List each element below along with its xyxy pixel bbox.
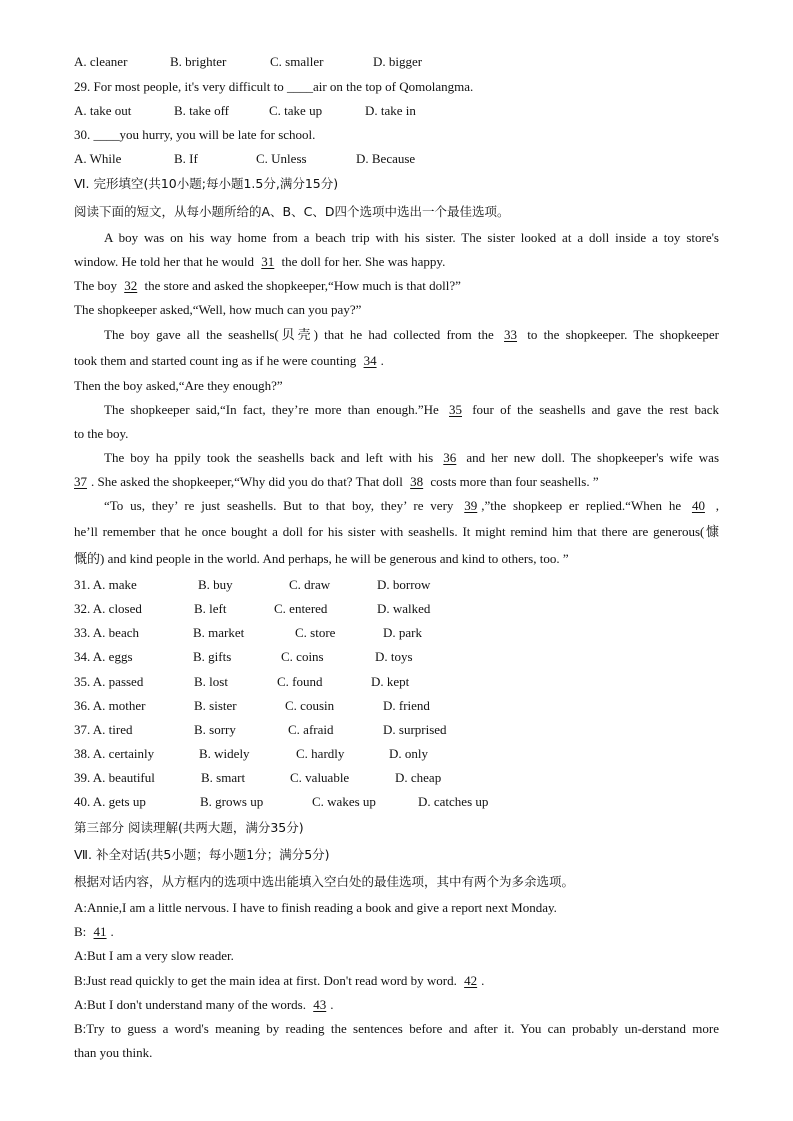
question-40-option-b[interactable]: B. grows up [200, 794, 264, 809]
question-31-option-d[interactable]: D. borrow [377, 577, 431, 592]
q29-option-c[interactable]: C. take up [269, 103, 323, 118]
question-34-option-c[interactable]: C. coins [281, 649, 324, 664]
question-37-option-d[interactable]: D. surprised [383, 722, 447, 737]
passage-p6b: to the boy. [74, 426, 129, 441]
passage-p8c: 慨的) and kind people in the world. And perhaps, he will be generous and kind to others, too. ” [74, 551, 569, 566]
dialogue-line-6b: than you think. [74, 1045, 153, 1060]
passage-p4b: took them and started count ing as if he were counting 34 . [74, 353, 384, 368]
question-40-option-a[interactable]: 40. A. gets up [74, 794, 146, 809]
question-32-option-c[interactable]: C. entered [274, 601, 328, 616]
dialogue-line-1: A:Annie,I am a little nervous. I have to finish reading a book and give a report next Monday. [74, 900, 557, 915]
q30-option-d[interactable]: D. Because [356, 151, 416, 166]
passage-p5: Then the boy asked,“Are they enough?” [74, 378, 283, 393]
question-38-option-b[interactable]: B. widely [199, 746, 250, 761]
question-38-option-c[interactable]: C. hardly [296, 746, 345, 761]
passage-p8a: “To us, they’ re just seashells. But to that boy, they’ re very 39 ,”the shopkeep er replied.“When he 40 , [104, 498, 720, 513]
dialogue-line-2: B: 41 . [74, 924, 114, 939]
blank-41[interactable]: 41 [93, 924, 107, 939]
question-40-option-c[interactable]: C. wakes up [312, 794, 376, 809]
section6-instruction: 阅读下面的短文，从每小题所给的A、B、C、D四个选项中选出一个最佳选项。 [74, 204, 510, 219]
question-34-option-b[interactable]: B. gifts [193, 649, 232, 664]
question-39-option-b[interactable]: B. smart [201, 770, 246, 785]
question-37-option-b[interactable]: B. sorry [194, 722, 236, 737]
blank-31[interactable]: 31 [261, 254, 275, 269]
passage-p1b: window. He told her that he would 31 the doll for her. She was happy. [74, 254, 446, 269]
part3-title: 第三部分 阅读理解(共两大题，满分35分) [74, 820, 304, 835]
question-38-option-d[interactable]: D. only [389, 746, 428, 761]
question-36-option-c[interactable]: C. cousin [285, 698, 335, 713]
question-36-option-a[interactable]: 36. A. mother [74, 698, 146, 713]
dialogue-line-6a: B:Try to guess a word's meaning by reading the sentences before and after it. You can probably un-derstand more [74, 1021, 719, 1036]
q28-option-a[interactable]: A. cleaner [74, 54, 128, 69]
question-37-option-c[interactable]: C. afraid [288, 722, 334, 737]
blank-33[interactable]: 33 [504, 327, 518, 342]
question-31-option-c[interactable]: C. draw [289, 577, 331, 592]
question-34-option-a[interactable]: 34. A. eggs [74, 649, 133, 664]
blank-36[interactable]: 36 [443, 450, 457, 465]
blank-32[interactable]: 32 [124, 278, 138, 293]
question-33-option-c[interactable]: C. store [295, 625, 336, 640]
question-32-option-d[interactable]: D. walked [377, 601, 431, 616]
q29-option-a[interactable]: A. take out [74, 103, 132, 118]
q30-option-c[interactable]: C. Unless [256, 151, 307, 166]
passage-p6a: The shopkeeper said,“In fact, they’re more than enough.”He 35 four of the seashells and gave the rest back [104, 402, 720, 417]
dialogue-line-4: B:Just read quickly to get the main idea at first. Don't read word by word. 42 . [74, 973, 485, 988]
question-33-option-b[interactable]: B. market [193, 625, 245, 640]
section7-title: Ⅶ. 补全对话(共5小题；每小题1分；满分5分) [74, 847, 330, 862]
q28-option-d[interactable]: D. bigger [373, 54, 423, 69]
passage-p4a: The boy gave all the seashells(贝壳) that he had collected from the 33 to the shopkeeper. The shopkeeper [104, 327, 719, 342]
blank-38[interactable]: 38 [410, 474, 424, 489]
question-32-option-b[interactable]: B. left [194, 601, 227, 616]
blank-39[interactable]: 39 [464, 498, 478, 513]
passage-p7a: The boy ha ppily took the seashells back and left with his 36 and her new doll. The shopkeeper's wife was [104, 450, 720, 465]
question-34-option-d[interactable]: D. toys [375, 649, 413, 664]
blank-42[interactable]: 42 [464, 973, 478, 988]
section6-title: Ⅵ. 完形填空(共10小题;每小题1.5分,满分15分) [74, 176, 339, 191]
question-39-option-d[interactable]: D. cheap [395, 770, 442, 785]
question-33-option-d[interactable]: D. park [383, 625, 422, 640]
question-35-option-a[interactable]: 35. A. passed [74, 674, 144, 689]
q30-option-a[interactable]: A. While [74, 151, 122, 166]
question-39-option-a[interactable]: 39. A. beautiful [74, 770, 155, 785]
question-36-option-d[interactable]: D. friend [383, 698, 430, 713]
question-36-option-b[interactable]: B. sister [194, 698, 237, 713]
passage-p1a: A boy was on his way home from a beach trip with his sister. The sister looked at a doll inside a toy store's [104, 230, 719, 245]
passage-p8b: he’ll remember that he once bought a doll for his sister with seashells. It might remind him that there are generous(慷 [74, 524, 719, 539]
dialogue-line-5: A:But I don't understand many of the words. 43 . [74, 997, 334, 1012]
blank-35[interactable]: 35 [449, 402, 462, 417]
question-35-option-c[interactable]: C. found [277, 674, 323, 689]
q29-option-b[interactable]: B. take off [174, 103, 229, 118]
question-40-option-d[interactable]: D. catches up [418, 794, 489, 809]
question-39-option-c[interactable]: C. valuable [290, 770, 350, 785]
question-31-option-a[interactable]: 31. A. make [74, 577, 137, 592]
question-33-option-a[interactable]: 33. A. beach [74, 625, 139, 640]
q29-stem: 29. For most people, it's very difficult to ____air on the top of Qomolangma. [74, 79, 474, 94]
blank-43[interactable]: 43 [313, 997, 327, 1012]
q28-option-b[interactable]: B. brighter [170, 54, 227, 69]
passage-p7b: 37 . She asked the shopkeeper,“Why did you do that? That doll 38 costs more than four seashells. ” [74, 474, 599, 489]
q30-option-b[interactable]: B. If [174, 151, 198, 166]
dialogue-line-3: A:But I am a very slow reader. [74, 948, 234, 963]
passage-p2: The boy 32 the store and asked the shopkeeper,“How much is that doll?” [74, 278, 461, 293]
passage-p3: The shopkeeper asked,“Well, how much can you pay?” [74, 302, 362, 317]
question-37-option-a[interactable]: 37. A. tired [74, 722, 133, 737]
question-35-option-d[interactable]: D. kept [371, 674, 410, 689]
q30-stem: 30. ____you hurry, you will be late for school. [74, 127, 316, 142]
q28-option-c[interactable]: C. smaller [270, 54, 324, 69]
blank-34[interactable]: 34 [363, 353, 377, 368]
question-32-option-a[interactable]: 32. A. closed [74, 601, 142, 616]
question-31-option-b[interactable]: B. buy [198, 577, 233, 592]
question-38-option-a[interactable]: 38. A. certainly [74, 746, 155, 761]
blank-40[interactable]: 40 [691, 498, 705, 513]
section7-instruction: 根据对话内容，从方框内的选项中选出能填入空白处的最佳选项，其中有两个为多余选项。 [74, 874, 575, 889]
q29-option-d[interactable]: D. take in [365, 103, 416, 118]
question-35-option-b[interactable]: B. lost [194, 674, 228, 689]
blank-37[interactable]: 37 [74, 474, 87, 489]
